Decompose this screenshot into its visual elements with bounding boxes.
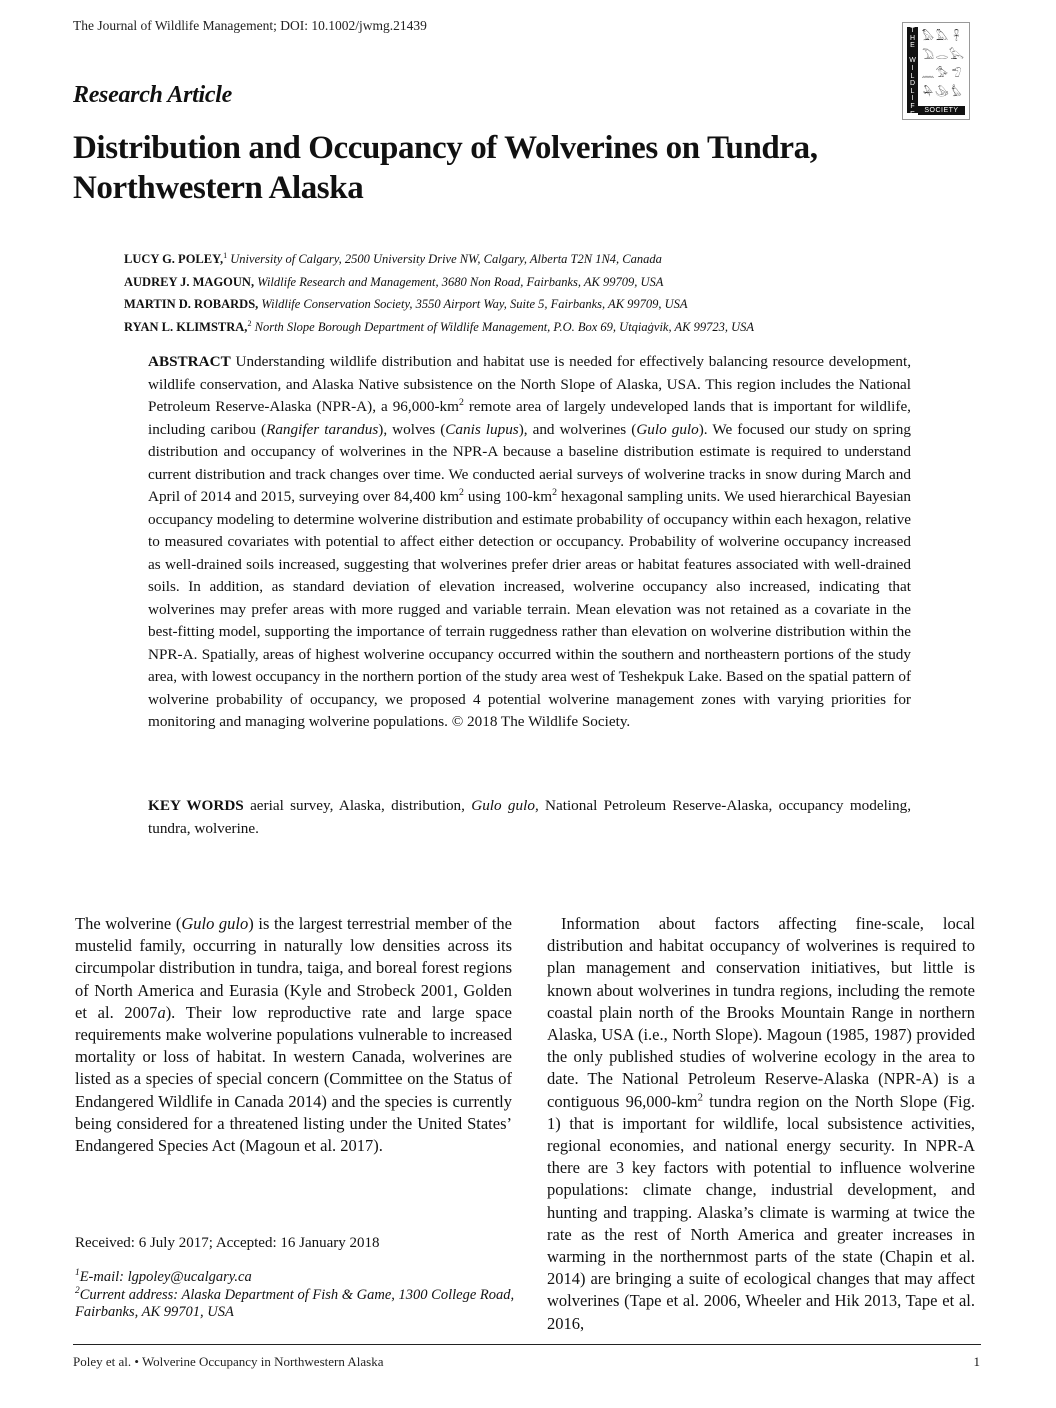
citation-suffix: a — [157, 1002, 166, 1022]
superscript: 2 — [458, 396, 464, 408]
body-paragraph — [75, 913, 512, 1157]
abstract-text: hexagonal sampling units. We used hierarchical Bayesian occupancy modeling to determine wolverine distribution and estimate probability of occupancy within each hexagon, relative to measured covariates with potential to affect either detection or occupancy. Probability of wolverine occupancy increased as well-drained soils increased, suggesting that wolverines prefer drier areas or habitat features associated with well-drained soils. In addition, as standard deviation of elevation increased, wolverine occupancy also increased, indicating that wolverines may prefer areas with more rugged and variable terrain. Mean elevation was not retained as a covariate in the best-fitting model, supporting the importance of terrain ruggedness rather than elevation on wolverine distribution within the NPR-A. Spatially, areas of highest wolverine occupancy occurred within the southern and northeastern portions of the study area, with lowest occupancy in the northern portion of the study area west of Teshekpuk Lake. Based on the spatial pattern of wolverine probability of occupancy, we proposed 4 potential wolverine management zones with varying priorities for monitoring and managing wolverine populations. © 2018 The Wildlife Society. — [148, 488, 911, 730]
body-text: ). Their low reproductive rate and large space requirements make wolverine populations vulnerable to increased mortality or loss of habitat. In western Canada, wolverines are listed as a species of special concern (Committee on the Status of Endangered Wildlife in Canada 2014) and the species is currently being considered for a threatened listing under the United States’ Endangered Species Act (Magoun et al. 2017). — [75, 1002, 512, 1156]
author-name: RYAN L. KLIMSTRA, — [124, 319, 248, 334]
author-name: AUDREY J. MAGOUN, — [124, 274, 255, 289]
abstract-text: remote area of largely undeveloped lands that is important for wildlife, including caribou ( — [148, 398, 911, 438]
footnote-marker: 2 — [75, 1285, 80, 1296]
hieroglyph-logo-icon: 𓅃 𓅓 𓋹 𓅐 𓂋 𓅂 𓈖 𓅜 𓅿 𓅆 𓅇 𓅊 — [921, 31, 964, 99]
abstract — [148, 351, 911, 734]
body-text: Information about factors affecting fine-scale, local distribution and habitat occupancy of wolverines is required to plan management and conservation initiatives, but little is known about wolverines in tundra regions, including the remote coastal plain north of the Brooks Mountain Range in northern Alaska, USA (i.e., North Slope). Magoun (1985, 1987) provided the only published studies of wolverine ecology in the area to date. The National Petroleum Reserve-Alaska (NPR-A) is a contiguous 96,000-km — [547, 914, 975, 1111]
author-affiliation: North Slope Borough Department of Wildlife Management, P.O. Box 69, Utqiaġvik, AK 99723, USA — [254, 319, 754, 334]
author-name: LUCY G. POLEY, — [124, 252, 224, 266]
author-affiliation: University of Calgary, 2500 University Drive NW, Calgary, Alberta T2N 1N4, Canada — [230, 252, 662, 266]
author-name: MARTIN D. ROBARDS, — [124, 297, 259, 311]
author-entry — [124, 271, 924, 294]
species-name: Gulo gulo — [636, 420, 699, 438]
footnotes — [75, 1269, 515, 1322]
abstract-text: ), wolves ( — [378, 420, 446, 438]
abstract-text: using 100-km — [463, 488, 553, 505]
footnote — [75, 1287, 515, 1322]
species-name: Canis lupus — [445, 420, 519, 438]
species-name: Gulo gulo — [181, 914, 249, 933]
author-entry — [124, 248, 924, 271]
received-accepted-dates: Received: 6 July 2017; Accepted: 16 January 2018 — [75, 1235, 380, 1251]
page-number: 1 — [973, 1354, 980, 1369]
logo-bottom-text: SOCIETY — [918, 106, 965, 115]
body-paragraph — [547, 913, 975, 1335]
author-entry — [124, 316, 924, 339]
article-type-label: Research Article — [73, 82, 232, 108]
article-title: Distribution and Occupancy of Wolverines on Tundra, Northwestern Alaska — [73, 130, 818, 206]
author-affiliation: Wildlife Conservation Society, 3550 Airport Way, Suite 5, Fairbanks, AK 99709, USA — [261, 297, 688, 311]
author-footnote-marker: 2 — [247, 318, 252, 328]
author-entry — [124, 293, 924, 316]
species-name: Rangifer tarandus — [266, 420, 379, 438]
footnote-marker: 1 — [75, 1268, 80, 1279]
keywords — [148, 795, 911, 840]
running-head: Poley et al. • Wolverine Occupancy in Northwestern Alaska — [73, 1354, 384, 1369]
body-text: ) is the largest terrestrial member of the mustelid family, occurring in naturally low densities across its circumpolar distribution in tundra, taiga, and boreal forest regions of North America and Eurasia (Kyle and Strobeck 2001, Golden et al. 2007 — [75, 914, 512, 1022]
species-name: Gulo gulo — [471, 797, 535, 814]
author-footnote-marker: 1 — [223, 250, 228, 260]
abstract-text: ), and wolverines ( — [518, 420, 637, 438]
abstract-label: ABSTRACT — [148, 353, 231, 370]
body-column-left — [75, 913, 512, 1157]
keywords-text: , National Petroleum Reserve-Alaska, occupancy modeling, tundra, wolverine. — [148, 797, 911, 837]
logo-side-text: T H E W I L D L I F E — [907, 27, 918, 113]
body-column-right — [547, 913, 975, 1335]
body-text: The wolverine ( — [75, 914, 182, 933]
abstract-text: Understanding wildlife distribution and habitat use is needed for effectively balancing resource development, wildlife conservation, and Alaska Native subsistence on the North Slope of Alaska, USA. This region includes the National Petroleum Reserve-Alaska (NPR-A), a 96,000-km — [148, 353, 911, 415]
footer-divider — [73, 1344, 981, 1345]
wildlife-society-logo — [902, 22, 970, 120]
author-list — [124, 248, 924, 338]
superscript: 2 — [552, 486, 557, 498]
abstract-text: ). We focused our study on spring distribution and occupancy of wolverines in the NPR-A because a baseline distribution estimate is required to understand current distribution and track changes over time. We conducted aerial surveys of wolverine tracks in snow during March and April of 2014 and 2015, surveying over 84,400 km — [148, 420, 911, 505]
footnote-text[interactable]: E-mail: lgpoley@ucalgary.ca — [79, 1269, 252, 1285]
superscript: 2 — [697, 1091, 703, 1104]
keywords-text: aerial survey, Alaska, distribution, — [243, 797, 472, 814]
superscript: 2 — [459, 486, 464, 498]
journal-citation-line: The Journal of Wildlife Management; DOI: 10.1002/jwmg.21439 — [73, 18, 427, 33]
footnote-text: Current address: Alaska Department of Fish & Game, 1300 College Road, Fairbanks, AK 99701, USA — [75, 1286, 515, 1320]
author-affiliation: Wildlife Research and Management, 3680 Non Road, Fairbanks, AK 99709, USA — [257, 274, 664, 289]
footnote — [75, 1269, 515, 1287]
keywords-label: KEY WORDS — [148, 797, 244, 814]
body-text: tundra region on the North Slope (Fig. 1) that is important for wildlife, local subsistence activities, regional economies, and national energy security. In NPR-A there are 3 key factors with potential to influence wolverine populations: climate change, industrial development, and hunting and trapping. Alaska’s climate is warming at twice the rate as the rest of North America and greater increases in warming in the northernmost parts of the state (Chapin et al. 2014) are bringing a suite of ecological changes that may affect wolverines (Tape et al. 2006, Wheeler and Hik 2013, Tape et al. 2016, — [547, 1091, 976, 1333]
